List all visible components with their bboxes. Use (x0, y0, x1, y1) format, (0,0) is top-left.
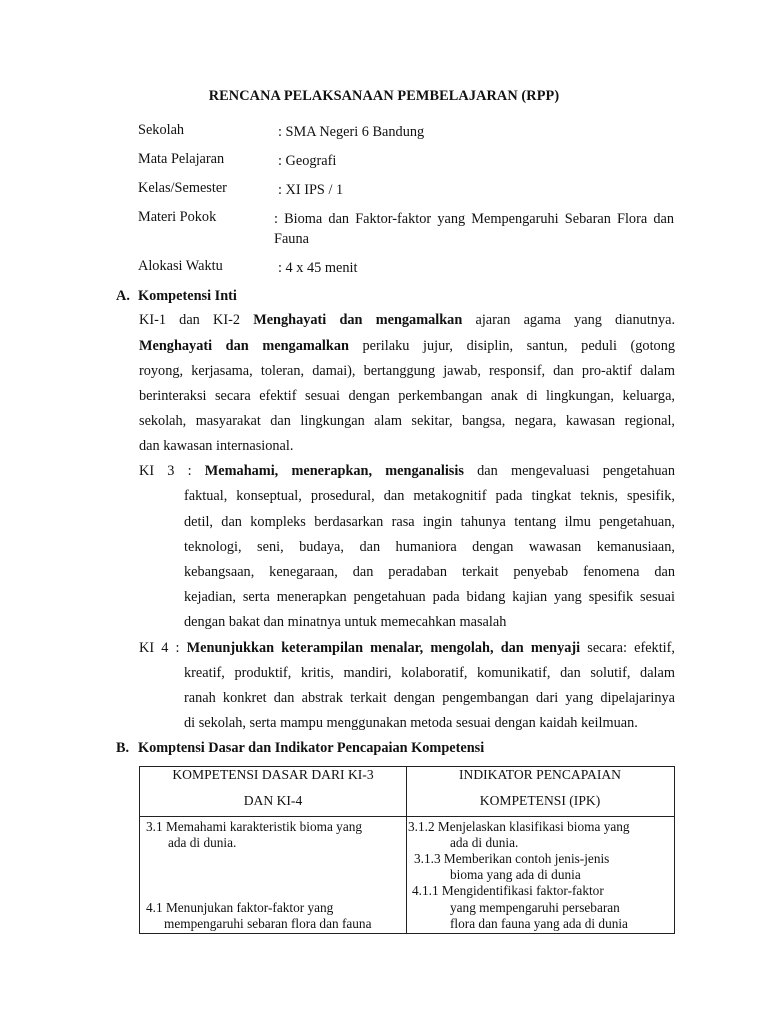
ipk-4-1-1-line-2: yang mempengaruhi persebaran (450, 900, 620, 915)
kd-ipk-table (139, 766, 675, 934)
ki3-line-3: detil, dan kompleks berdasarkan rasa ingin tahunya tentang ilmu pengetahuan, (184, 514, 675, 530)
section-b-title: Komptensi Dasar dan Indikator Pencapaian Kompetensi (138, 740, 485, 756)
alokasi-label: Alokasi Waktu (138, 258, 223, 274)
section-b-heading (116, 740, 484, 757)
section-a-heading (116, 288, 237, 305)
ki3-line-6: kejadian, serta menerapkan pengetahuan pada bidang kajian yang spesifik sesuai (184, 589, 675, 605)
col1-header-line-1: KOMPETENSI DASAR DARI KI-3 (172, 767, 374, 782)
ki12-line-1: KI-1 dan KI-2 Menghayati dan mengamalkan ajaran agama yang dianutnya. (139, 312, 676, 328)
ipk-3-1-2-line-2: ada di dunia. (450, 835, 519, 850)
kd-3-1-line-1: 3.1 Memahami karakteristik bioma yang (146, 819, 363, 834)
col2-header-line-2: KOMPETENSI (IPK) (479, 793, 601, 808)
ipk-3-1-2-line-1: 3.1.2 Menjelaskan klasifikasi bioma yang (408, 819, 630, 834)
col2-header-line-1: INDIKATOR PENCAPAIAN (458, 767, 621, 782)
ki4-line-1: KI 4 : Menunjukkan keterampilan menalar, mengolah, dan menyaji secara: efektif, (139, 640, 675, 656)
ki12-line-5: sekolah, masyarakat dan lingkungan alam sekitar, bangsa, negara, kawasan regional, (139, 413, 675, 429)
section-b-letter: B. (116, 740, 130, 756)
alokasi-value: : 4 x 45 menit (278, 260, 358, 276)
ki3-line-7: dengan bakat dan minatnya untuk memecahkan masalah (184, 614, 507, 630)
ipk-4-1-1-line-1: 4.1.1 Mengidentifikasi faktor-faktor (412, 883, 604, 898)
kelas-value: : XI IPS / 1 (278, 182, 344, 198)
ipk-3-1-3-line-1: 3.1.3 Memberikan contoh jenis-jenis (414, 851, 610, 866)
materi-label: Materi Pokok (138, 209, 217, 225)
table-column-divider (406, 767, 407, 933)
table-header-divider (140, 816, 674, 817)
section-a-title: Kompetensi Inti (138, 288, 237, 304)
mapel-label: Mata Pelajaran (138, 151, 225, 167)
kelas-label: Kelas/Semester (138, 180, 227, 196)
info-row-materi (138, 209, 678, 249)
ipk-3-1-3-line-2: bioma yang ada di dunia (450, 867, 581, 882)
section-a-letter: A. (116, 288, 130, 304)
info-row-mapel (138, 151, 678, 171)
info-row-alokasi (138, 258, 678, 278)
sekolah-value: : SMA Negeri 6 Bandung (278, 124, 425, 140)
mapel-value: : Geografi (278, 153, 337, 169)
sekolah-label: Sekolah (138, 122, 185, 138)
ki12-line-2: Menghayati dan mengamalkan perilaku jujur, disiplin, santun, peduli (gotong (139, 338, 675, 354)
ki4-line-2: kreatif, produktif, kritis, mandiri, kolaboratif, komunikatif, dan solutif, dalam (184, 665, 675, 681)
ki3-line-2: faktual, konseptual, prosedural, dan metakognitif pada tingkat teknis, spesifik, (184, 488, 675, 504)
info-row-kelas (138, 180, 678, 200)
info-row-sekolah (138, 122, 678, 142)
ki3-line-4: teknologi, seni, budaya, dan humaniora dengan wawasan kemanusiaan, (184, 539, 675, 555)
ki3-line-5: kebangsaan, kenegaraan, dan peradaban terkait penyebab fenomena dan (184, 564, 675, 580)
col1-header-line-2: DAN KI-4 (243, 793, 303, 808)
kd-3-1-line-2: ada di dunia. (168, 835, 237, 850)
materi-value: : Bioma dan Faktor-faktor yang Mempengaruhi Sebaran Flora dan Fauna (274, 211, 674, 247)
ki12-line-6: dan kawasan internasional. (139, 438, 294, 454)
ki12-line-3: royong, kerjasama, toleran, damai), bertanggung jawab, responsif, dan pro-aktif dalam (139, 363, 675, 379)
ki3-line-1: KI 3 : Memahami, menerapkan, menganalisis dan mengevaluasi pengetahuan (139, 463, 676, 479)
ki4-line-4: di sekolah, serta mampu menggunakan metoda sesuai dengan kaidah keilmuan. (184, 715, 638, 731)
ipk-4-1-1-line-3: flora dan fauna yang ada di dunia (450, 916, 628, 931)
kd-4-1-line-1: 4.1 Menunjukan faktor-faktor yang (146, 900, 334, 915)
document-title: RENCANA PELAKSANAAN PEMBELAJARAN (RPP) (208, 88, 560, 104)
ki4-line-3: ranah konkret dan abstrak terkait dengan pengembangan dari yang dipelajarinya (184, 690, 675, 706)
ki12-line-4: berinteraksi secara efektif sesuai dengan perkembangan anak di lingkungan, keluarga, (139, 388, 675, 404)
kd-4-1-line-2: mempengaruhi sebaran flora dan fauna (164, 916, 372, 931)
